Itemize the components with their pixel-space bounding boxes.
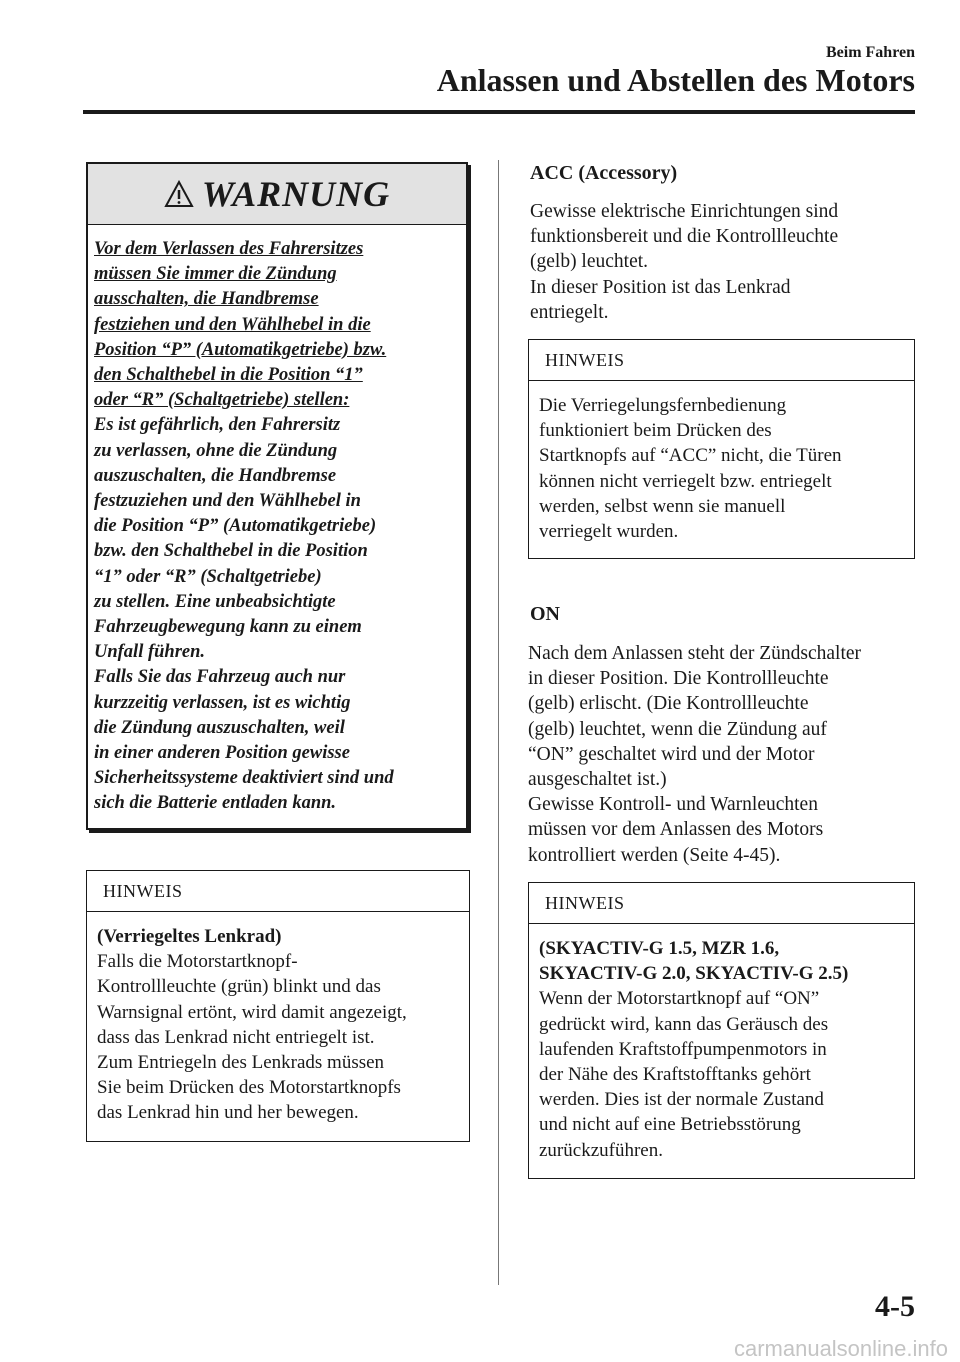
note-label: HINWEIS — [87, 871, 469, 912]
on-line: “ON” geschaltet wird und der Motor — [528, 743, 815, 765]
note-subtitle: SKYACTIV-G 2.0, SKYACTIV-G 2.5) — [539, 963, 849, 985]
warning-body — [88, 225, 466, 817]
warning-line: Unfall führen. — [94, 642, 206, 663]
warning-line: oder “R” (Schaltgetriebe) stellen: — [94, 390, 350, 411]
note-line: Startknopfs auf “ACC” nicht, die Türen — [539, 445, 842, 467]
note-line: dass das Lenkrad nicht entriegelt ist. — [97, 1026, 375, 1048]
on-heading: ON — [530, 603, 560, 625]
warning-line: zu stellen. Eine unbeabsichtigte — [94, 591, 336, 612]
note-line: gedrückt wird, kann das Geräusch des — [539, 1013, 829, 1035]
warning-line: zu verlassen, ohne die Zündung — [94, 440, 338, 461]
note-label: HINWEIS — [529, 340, 914, 381]
note-line: funktioniert beim Drücken des — [539, 420, 772, 442]
warning-line: Fahrzeugbewegung kann zu einem — [94, 617, 362, 638]
warning-line: auszuschalten, die Handbremse — [94, 465, 337, 486]
warning-line: ausschalten, die Handbremse — [94, 289, 319, 310]
warning-line: in einer anderen Position gewisse — [94, 743, 350, 764]
watermark: carmanualsonline.info — [733, 1336, 948, 1361]
warning-box — [86, 162, 468, 830]
note-line: Zum Entriegeln des Lenkrads müssen — [97, 1052, 385, 1074]
warning-line: die Position “P” (Automatikgetriebe) — [94, 516, 377, 537]
note-line: werden, selbst wenn sie manuell — [539, 495, 786, 517]
note-fuel-box — [528, 882, 915, 1179]
note-line: verriegelt wurden. — [539, 521, 679, 543]
note-line: das Lenkrad hin und her bewegen. — [97, 1102, 359, 1124]
on-line: Gewisse Kontroll- und Warnleuchten — [528, 794, 818, 816]
section-label: Beim Fahren — [825, 44, 915, 61]
note-remote-box — [528, 339, 915, 559]
on-line: (gelb) erlischt. (Die Kontrollleuchte — [528, 693, 809, 715]
on-paragraph — [528, 641, 916, 868]
warning-line: Position “P” (Automatikgetriebe) bzw. — [94, 339, 387, 360]
acc-line: (gelb) leuchtet. — [530, 251, 649, 273]
acc-line: In dieser Position ist das Lenkrad — [530, 276, 791, 298]
column-divider — [498, 160, 499, 1285]
warning-line: müssen Sie immer die Zündung — [94, 264, 337, 285]
on-line: ausgeschaltet ist.) — [528, 769, 667, 791]
note-line: Sie beim Drücken des Motorstartknopfs — [97, 1077, 401, 1099]
note-body — [529, 381, 914, 544]
warning-line: festzuziehen und den Wählhebel in — [94, 491, 361, 512]
note-line: Falls die Motorstartknopf- — [97, 951, 298, 973]
warning-line: Sicherheitssysteme deaktiviert sind und — [94, 768, 394, 789]
note-line: laufenden Kraftstoffpumpenmotors in — [539, 1038, 827, 1060]
note-line: Die Verriegelungsfernbedienung — [539, 395, 787, 416]
note-body — [529, 924, 914, 1163]
note-subtitle: (SKYACTIV-G 1.5, MZR 1.6, — [539, 938, 780, 959]
warning-header — [88, 164, 466, 225]
note-label: HINWEIS — [529, 883, 914, 924]
warning-line: Falls Sie das Fahrzeug auch nur — [94, 667, 346, 688]
warning-line: den Schalthebel in die Position “1” — [94, 365, 363, 386]
warning-line: kurzzeitig verlassen, ist es wichtig — [94, 692, 351, 713]
note-line: Warnsignal ertönt, wird damit angezeigt, — [97, 1001, 407, 1023]
warning-line: Es ist gefährlich, den Fahrersitz — [94, 415, 341, 436]
on-line: (gelb) leuchtet, wenn die Zündung auf — [528, 718, 827, 740]
on-line: kontrolliert werden (Seite 4-45). — [528, 844, 781, 866]
note-line: der Nähe des Kraftstofftanks gehört — [539, 1064, 811, 1086]
note-body — [87, 912, 469, 1126]
warning-line: sich die Batterie entladen kann. — [94, 793, 337, 814]
acc-paragraph — [530, 199, 915, 325]
on-line: Nach dem Anlassen steht der Zündschalter — [528, 643, 862, 664]
acc-line: funktionsbereit und die Kontrollleuchte — [530, 226, 839, 248]
note-subtitle: (Verriegeltes Lenkrad) — [97, 926, 282, 947]
warning-line: festziehen und den Wählhebel in die — [94, 314, 371, 335]
note-line: und nicht auf eine Betriebsstörung — [539, 1114, 801, 1136]
warning-line: die Zündung auszuschalten, weil — [94, 717, 345, 738]
warning-line: “1” oder “R” (Schaltgetriebe) — [94, 566, 322, 587]
on-line: müssen vor dem Anlassen des Motors — [528, 819, 824, 841]
warning-line: bzw. den Schalthebel in die Position — [94, 541, 368, 562]
acc-line: entriegelt. — [530, 301, 609, 323]
note-line: zurückzuführen. — [539, 1139, 663, 1161]
warning-triangle-icon — [164, 180, 194, 208]
note-line: können nicht verriegelt bzw. entriegelt — [539, 470, 832, 492]
on-line: in dieser Position. Die Kontrollleuchte — [528, 668, 829, 690]
page-title: Anlassen und Abstellen des Motors — [436, 62, 915, 98]
warning-line: Vor dem Verlassen des Fahrersitzes — [94, 239, 364, 259]
header-rule — [83, 110, 915, 114]
note-steering-box — [86, 870, 470, 1142]
page-number: 4-5 — [875, 1290, 915, 1323]
warning-title: WARNUNG — [201, 174, 391, 214]
note-line: werden. Dies ist der normale Zustand — [539, 1089, 824, 1111]
note-line: Kontrollleuchte (grün) blinkt und das — [97, 976, 381, 998]
acc-line: Gewisse elektrische Einrichtungen sind — [530, 201, 839, 222]
acc-heading: ACC (Accessory) — [530, 162, 678, 184]
note-line: Wenn der Motorstartknopf auf “ON” — [539, 988, 820, 1010]
